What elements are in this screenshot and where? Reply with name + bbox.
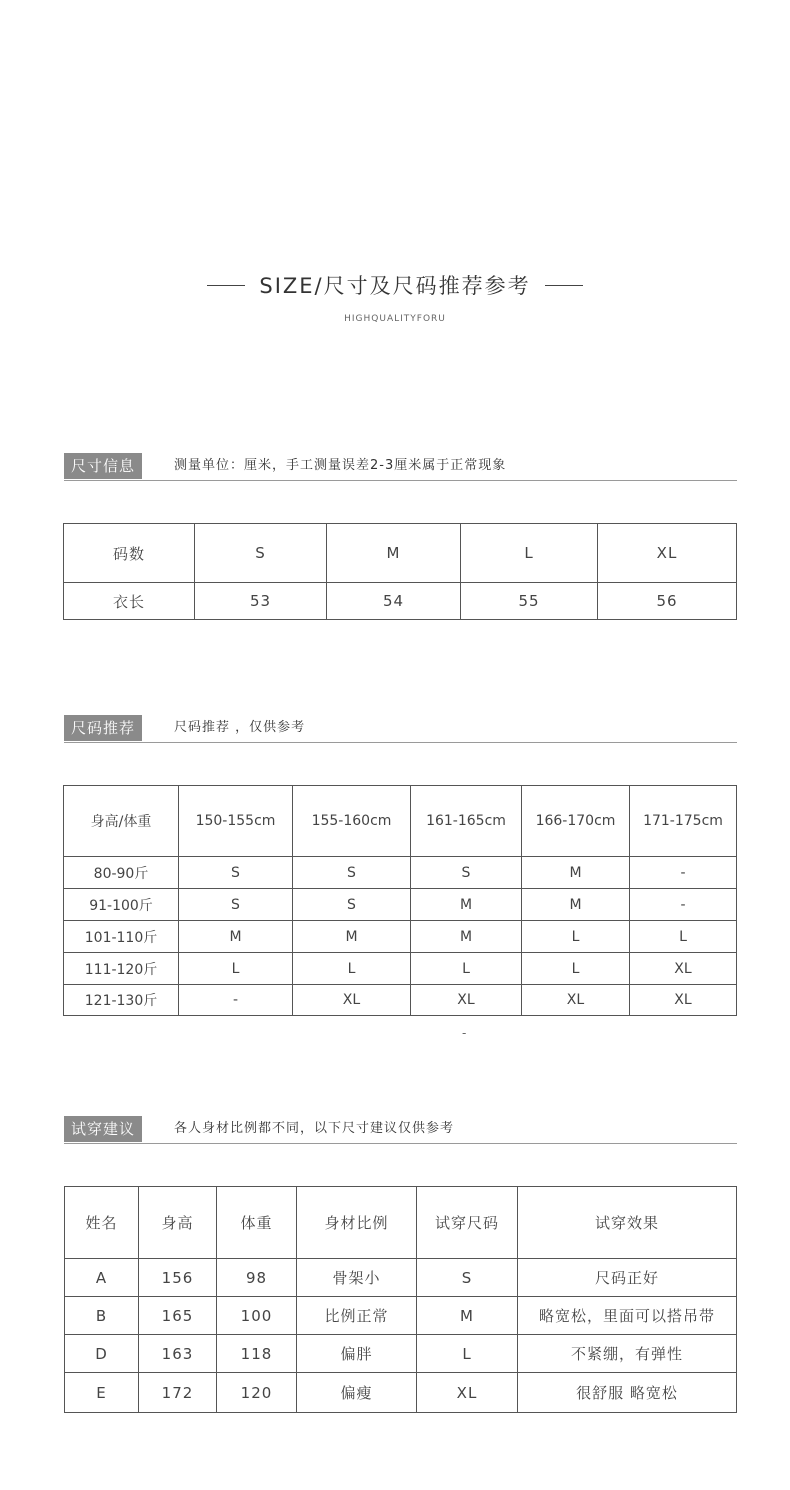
table-cell: A [65, 1259, 139, 1297]
table-header-cell: 身高/体重 [64, 786, 179, 857]
table-cell: L [417, 1335, 518, 1373]
table-row [65, 1373, 737, 1413]
table-cell: 121-130斤 [64, 985, 179, 1016]
table-row [64, 921, 737, 953]
table-row [64, 953, 737, 985]
table-header-cell: L [461, 524, 598, 583]
table-cell: B [65, 1297, 139, 1335]
table-cell: L [522, 921, 630, 953]
page-title: SIZE/尺寸及尺码推荐参考 [259, 274, 531, 298]
section-tag: 尺码推荐 [64, 715, 142, 741]
table-header-row [65, 1187, 737, 1259]
table-row [65, 1297, 737, 1335]
table-cell: M [179, 921, 293, 953]
table-row [64, 889, 737, 921]
table-cell: XL [630, 985, 737, 1016]
table-cell: M [293, 921, 411, 953]
table-cell: D [65, 1335, 139, 1373]
table-cell: XL [293, 985, 411, 1016]
table-cell: 91-100斤 [64, 889, 179, 921]
table-cell: 156 [139, 1259, 217, 1297]
table-cell: XL [522, 985, 630, 1016]
page-header [0, 270, 790, 324]
table-cell: 偏瘦 [297, 1373, 417, 1413]
table-cell: 偏胖 [297, 1335, 417, 1373]
table-footnote: - [462, 1026, 467, 1040]
table-cell: 53 [195, 583, 327, 620]
table-cell: 55 [461, 583, 598, 620]
table-cell: - [630, 889, 737, 921]
table-cell: 衣长 [64, 583, 195, 620]
table-cell: M [417, 1297, 518, 1335]
table-header-cell: 161-165cm [411, 786, 522, 857]
section-try-on-header [64, 1116, 737, 1144]
table-header-cell: 姓名 [65, 1187, 139, 1259]
section-tag: 尺寸信息 [64, 453, 142, 479]
table-header-row [64, 524, 737, 583]
title-right-rule [545, 285, 583, 286]
table-cell: 172 [139, 1373, 217, 1413]
table-row [65, 1259, 737, 1297]
table-header-cell: 试穿效果 [518, 1187, 737, 1259]
table-header-cell: 身高 [139, 1187, 217, 1259]
title-row [0, 270, 790, 300]
table-cell: S [179, 889, 293, 921]
table-header-row [64, 786, 737, 857]
table-row [64, 985, 737, 1016]
table-cell: 111-120斤 [64, 953, 179, 985]
table-cell: 很舒服 略宽松 [518, 1373, 737, 1413]
table-cell: 80-90斤 [64, 857, 179, 889]
try-on-table [64, 1186, 737, 1413]
table-cell: XL [630, 953, 737, 985]
table-cell: 56 [598, 583, 737, 620]
table-header-cell: 166-170cm [522, 786, 630, 857]
table-header-cell: M [327, 524, 461, 583]
table-cell: M [522, 857, 630, 889]
table-header-cell: 155-160cm [293, 786, 411, 857]
table-cell: S [293, 889, 411, 921]
table-row [64, 857, 737, 889]
table-cell: 163 [139, 1335, 217, 1373]
table-header-cell: 150-155cm [179, 786, 293, 857]
table-cell: 120 [217, 1373, 297, 1413]
table-cell: 骨架小 [297, 1259, 417, 1297]
table-cell: L [179, 953, 293, 985]
table-cell: 101-110斤 [64, 921, 179, 953]
table-header-cell: 171-175cm [630, 786, 737, 857]
table-header-cell: 码数 [64, 524, 195, 583]
table-cell: L [522, 953, 630, 985]
table-cell: - [630, 857, 737, 889]
section-note: 测量单位：厘米，手工测量误差2-3厘米属于正常现象 [174, 458, 507, 473]
table-cell: S [293, 857, 411, 889]
section-size-recommend-header [64, 715, 737, 743]
table-header-cell: 身材比例 [297, 1187, 417, 1259]
table-cell: 165 [139, 1297, 217, 1335]
table-cell: S [411, 857, 522, 889]
table-cell: M [411, 889, 522, 921]
page-subtitle: HIGHQUALITYFORU [344, 314, 446, 324]
size-info-table [63, 523, 737, 620]
table-row [64, 583, 737, 620]
size-recommend-table [63, 785, 737, 1016]
section-note: 尺码推荐 ，仅供参考 [174, 720, 306, 735]
table-cell: 尺码正好 [518, 1259, 737, 1297]
table-row [65, 1335, 737, 1373]
section-tag: 试穿建议 [64, 1116, 142, 1142]
section-size-info-header [64, 453, 737, 481]
table-cell: 54 [327, 583, 461, 620]
table-cell: M [411, 921, 522, 953]
table-cell: M [522, 889, 630, 921]
table-header-cell: 体重 [217, 1187, 297, 1259]
table-cell: 100 [217, 1297, 297, 1335]
table-header-cell: S [195, 524, 327, 583]
table-cell: L [411, 953, 522, 985]
table-cell: 略宽松，里面可以搭吊带 [518, 1297, 737, 1335]
table-cell: 不紧绷，有弹性 [518, 1335, 737, 1373]
table-cell: 118 [217, 1335, 297, 1373]
table-cell: S [179, 857, 293, 889]
table-cell: 比例正常 [297, 1297, 417, 1335]
table-header-cell: 试穿尺码 [417, 1187, 518, 1259]
table-header-cell: XL [598, 524, 737, 583]
table-cell: L [293, 953, 411, 985]
table-cell: 98 [217, 1259, 297, 1297]
section-note: 各人身材比例都不同，以下尺寸建议仅供参考 [174, 1121, 455, 1136]
table-cell: - [179, 985, 293, 1016]
table-cell: L [630, 921, 737, 953]
table-cell: S [417, 1259, 518, 1297]
table-cell: XL [417, 1373, 518, 1413]
table-cell: E [65, 1373, 139, 1413]
title-left-rule [207, 285, 245, 286]
table-cell: XL [411, 985, 522, 1016]
